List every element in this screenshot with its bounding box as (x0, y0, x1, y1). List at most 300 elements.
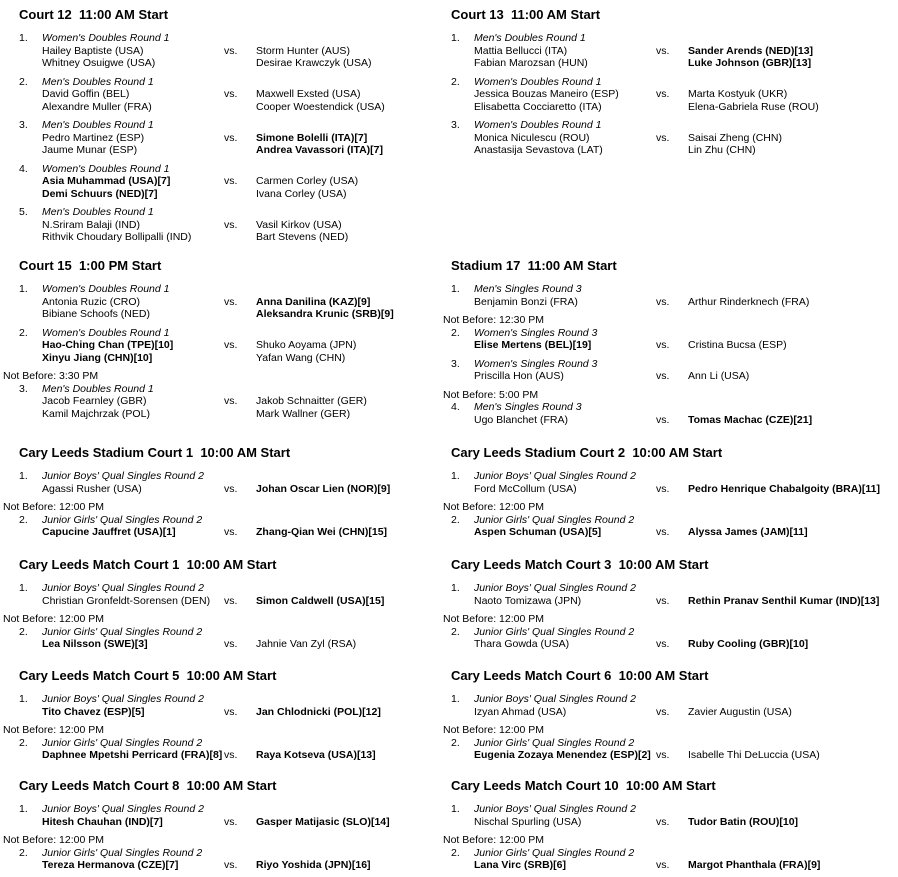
player-name: Zhang-Qian Wei (CHN)[15] (256, 526, 388, 538)
player-name: Andrea Vavassori (ITA)[7] (256, 144, 384, 156)
match-grid (19, 514, 466, 539)
vs-label: vs. (224, 815, 238, 828)
side1-players (474, 483, 656, 496)
court-title: Court 15 1:00 PM Start (19, 258, 162, 273)
round-name: Junior Girls' Qual Singles Round 2 (42, 846, 203, 859)
match-grid (451, 327, 898, 352)
vs-label: vs. (224, 295, 238, 308)
round-name: Men's Doubles Round 1 (474, 32, 586, 44)
court-section (443, 668, 898, 762)
match-entry (3, 834, 466, 872)
not-before-note: Not Before: 12:00 PM (443, 501, 544, 513)
vs-label: vs. (224, 482, 238, 495)
side1-players (42, 638, 224, 651)
vs-label: vs. (224, 526, 238, 538)
match-entry (451, 803, 898, 828)
round-name: Women's Doubles Round 1 (42, 283, 170, 295)
round-name: Junior Boys' Qual Singles Round 2 (42, 470, 204, 482)
player-name: Alyssa James (JAM)[11] (688, 526, 808, 538)
side2-players (688, 859, 898, 872)
vs-label: vs. (656, 370, 670, 382)
vs-label: vs. (656, 339, 670, 351)
match-entry (19, 327, 466, 365)
round-name: Men's Doubles Round 1 (42, 382, 154, 395)
player-name: Mark Wallner (GER) (256, 407, 351, 420)
player-name: Daphnee Mpetshi Perricard (FRA)[8] (42, 749, 223, 761)
player-name: Shuko Aoyama (JPN) (256, 339, 357, 351)
side2-players (256, 638, 466, 651)
round-name: Junior Boys' Qual Singles Round 2 (474, 582, 636, 594)
vs-label: vs. (656, 413, 670, 426)
match-list (443, 582, 898, 651)
player-name: Saisai Zheng (CHN) (688, 131, 782, 144)
player-name: Jacob Fearnley (GBR) (42, 395, 147, 407)
match-number: 2. (19, 736, 28, 749)
round-name: Junior Girls' Qual Singles Round 2 (474, 513, 635, 526)
court-title: Cary Leeds Match Court 8 10:00 AM Start (19, 778, 277, 793)
vs-label: vs. (656, 88, 670, 100)
side1-players (42, 45, 224, 70)
match-grid (19, 76, 466, 114)
player-name: Aleksandra Krunic (SRB)[9] (256, 308, 394, 320)
player-name: Thara Gowda (USA) (474, 638, 570, 650)
match-entry (443, 314, 898, 352)
player-name: Kamil Majchrzak (POL) (42, 407, 150, 420)
side2-players (688, 132, 898, 157)
player-name: N.Sriram Balaji (IND) (42, 218, 141, 231)
side1-players (42, 395, 224, 420)
round-name: Women's Doubles Round 1 (42, 162, 170, 175)
player-name: Xinyu Jiang (CHN)[10] (42, 351, 153, 364)
match-number: 1. (451, 693, 460, 705)
not-before-note: Not Before: 3:30 PM (3, 370, 99, 382)
side1-players (474, 859, 656, 872)
player-name: Maxwell Exsted (USA) (256, 88, 361, 100)
not-before-note: Not Before: 12:00 PM (443, 834, 544, 846)
player-name: Lea Nilsson (SWE)[3] (42, 638, 148, 650)
court-title: Stadium 17 11:00 AM Start (451, 258, 617, 273)
round-name: Women's Doubles Round 1 (42, 326, 170, 339)
player-name: Jessica Bouzas Maneiro (ESP) (474, 88, 619, 100)
round-name: Junior Girls' Qual Singles Round 2 (474, 846, 635, 859)
match-list (3, 803, 466, 872)
player-name: Storm Hunter (AUS) (256, 44, 350, 57)
side2-players (256, 706, 466, 719)
match-entry (19, 206, 466, 244)
round-name: Junior Girls' Qual Singles Round 2 (42, 736, 203, 749)
vs-label: vs. (656, 594, 670, 607)
player-name: Rethin Pranav Senthil Kumar (IND)[13] (688, 594, 880, 607)
player-name: Marta Kostyuk (UKR) (688, 88, 788, 100)
not-before-note: Not Before: 5:00 PM (443, 388, 539, 401)
player-name: Ugo Blanchet (FRA) (474, 413, 568, 426)
match-grid (451, 470, 898, 495)
court-section (3, 778, 466, 872)
side1-players (42, 749, 224, 762)
player-name: Yafan Wang (CHN) (256, 351, 346, 364)
match-entry (19, 119, 466, 157)
player-name: Benjamin Bonzi (FRA) (474, 295, 578, 308)
court-section (443, 258, 898, 426)
player-name: Carmen Corley (USA) (256, 175, 359, 187)
side1-players (474, 595, 656, 608)
player-name: Demi Schuurs (NED)[7] (42, 187, 158, 200)
round-name: Junior Boys' Qual Singles Round 2 (474, 470, 636, 482)
player-name: Elise Mertens (BEL)[19] (474, 339, 592, 351)
side1-players (42, 132, 224, 157)
court-title: Cary Leeds Stadium Court 2 10:00 AM Start (451, 445, 723, 460)
player-name: Tudor Batin (ROU)[10] (688, 815, 799, 828)
round-name: Junior Girls' Qual Singles Round 2 (474, 625, 635, 638)
match-entry (451, 76, 898, 114)
side1-players (474, 296, 656, 309)
vs-label: vs. (224, 175, 238, 187)
player-name: Tito Chavez (ESP)[5] (42, 705, 145, 718)
vs-label: vs. (656, 295, 670, 308)
player-name: Jakob Schnaitter (GER) (256, 395, 367, 407)
player-name: Tomas Machac (CZE)[21] (688, 413, 813, 426)
side1-players (42, 88, 224, 113)
side2-players (688, 816, 898, 829)
match-entry (19, 283, 466, 321)
round-name: Men's Doubles Round 1 (42, 119, 154, 131)
player-name: Margot Phanthala (FRA)[9] (688, 859, 821, 871)
player-name: Ivana Corley (USA) (256, 187, 347, 200)
match-grid (451, 693, 898, 718)
vs-label: vs. (224, 859, 238, 871)
vs-label: vs. (656, 705, 670, 718)
player-name: Zavier Augustin (USA) (688, 705, 792, 718)
side2-players (688, 483, 898, 496)
not-before-note: Not Before: 12:00 PM (443, 613, 544, 625)
not-before-note: Not Before: 12:00 PM (3, 613, 104, 625)
player-name: Hitesh Chauhan (IND)[7] (42, 815, 163, 828)
match-number: 2. (451, 326, 460, 339)
side1-players (474, 132, 656, 157)
vs-label: vs. (656, 44, 670, 57)
player-name: Naoto Tomizawa (JPN) (474, 594, 582, 607)
side2-players (256, 816, 466, 829)
court-title: Cary Leeds Stadium Court 1 10:00 AM Start (19, 445, 291, 460)
match-grid (451, 803, 898, 828)
match-grid (19, 383, 466, 421)
player-name: Anna Danilina (KAZ)[9] (256, 295, 371, 308)
match-number: 3. (451, 357, 460, 370)
side1-players (474, 816, 656, 829)
side1-players (474, 414, 656, 427)
vs-label: vs. (656, 638, 670, 650)
player-name: Johan Oscar Lien (NOR)[9] (256, 482, 391, 495)
player-name: Raya Kotseva (USA)[13] (256, 749, 376, 761)
side1-players (474, 638, 656, 651)
round-name: Women's Singles Round 3 (474, 326, 598, 339)
side2-players (256, 339, 466, 364)
player-name: Luke Johnson (GBR)[13] (688, 57, 812, 69)
side1-players (474, 706, 656, 719)
match-grid (451, 582, 898, 607)
side2-players (688, 45, 898, 70)
round-name: Junior Boys' Qual Singles Round 2 (42, 582, 204, 594)
round-name: Men's Singles Round 3 (474, 283, 582, 295)
match-entry (451, 693, 898, 718)
round-name: Women's Singles Round 3 (474, 357, 598, 370)
match-grid (451, 32, 898, 70)
match-number: 3. (19, 119, 28, 131)
side1-players (474, 339, 656, 352)
player-name: David Goffin (BEL) (42, 88, 130, 100)
match-entry (3, 501, 466, 539)
player-name: Simone Bolelli (ITA)[7] (256, 131, 368, 144)
match-list (3, 283, 466, 420)
match-list (451, 32, 898, 157)
match-entry (443, 834, 898, 872)
round-name: Women's Doubles Round 1 (474, 75, 602, 88)
player-name: Mattia Bellucci (ITA) (474, 44, 568, 57)
match-number: 1. (451, 283, 460, 295)
court-section (451, 8, 898, 157)
match-entry (19, 32, 466, 70)
vs-label: vs. (224, 339, 238, 351)
player-name: Elena-Gabriela Ruse (ROU) (688, 100, 819, 113)
side2-players (256, 219, 466, 244)
match-grid (19, 737, 466, 762)
side2-players (256, 132, 466, 157)
court-section (3, 557, 466, 651)
vs-label: vs. (224, 88, 238, 100)
match-number: 1. (19, 803, 28, 815)
round-name: Junior Boys' Qual Singles Round 2 (474, 803, 636, 815)
match-grid (19, 803, 466, 828)
match-entry (443, 388, 898, 427)
player-name: Lin Zhu (CHN) (688, 144, 756, 156)
match-grid (451, 847, 898, 872)
match-entry (451, 470, 898, 495)
side2-players (688, 595, 898, 608)
side1-players (42, 595, 224, 608)
player-name: Bibiane Schoofs (NED) (42, 308, 150, 320)
player-name: Capucine Jauffret (USA)[1] (42, 526, 176, 538)
match-list (443, 283, 898, 426)
match-grid (19, 470, 466, 495)
vs-label: vs. (656, 815, 670, 828)
match-number: 1. (19, 693, 28, 705)
vs-label: vs. (224, 218, 238, 231)
player-name: Isabelle Thi DeLuccia (USA) (688, 749, 820, 761)
round-name: Junior Boys' Qual Singles Round 2 (42, 693, 204, 705)
side2-players (688, 749, 898, 762)
match-number: 2. (19, 75, 28, 88)
match-entry (443, 613, 898, 651)
match-number: 3. (19, 382, 28, 395)
vs-label: vs. (656, 859, 670, 871)
player-name: Asia Muhammad (USA)[7] (42, 175, 171, 187)
match-entry (19, 163, 466, 201)
match-grid (451, 626, 898, 651)
match-grid (19, 626, 466, 651)
court-title: Cary Leeds Match Court 1 10:00 AM Start (19, 557, 277, 572)
vs-label: vs. (656, 526, 670, 538)
player-name: Jahnie Van Zyl (RSA) (256, 638, 357, 650)
match-list (443, 693, 898, 762)
vs-label: vs. (224, 395, 238, 407)
vs-label: vs. (224, 594, 238, 607)
player-name: Hailey Baptiste (USA) (42, 44, 144, 57)
match-number: 4. (19, 162, 28, 175)
round-name: Junior Boys' Qual Singles Round 2 (474, 693, 636, 705)
player-name: Elisabetta Cocciaretto (ITA) (474, 100, 602, 113)
match-entry (19, 470, 466, 495)
match-entry (3, 613, 466, 651)
match-number: 2. (19, 513, 28, 526)
side2-players (688, 706, 898, 719)
side2-players (688, 88, 898, 113)
match-grid (19, 163, 466, 201)
match-number: 2. (19, 625, 28, 638)
player-name: Lana Virc (SRB)[6] (474, 859, 566, 871)
vs-label: vs. (224, 44, 238, 57)
side1-players (42, 526, 224, 539)
match-number: 1. (451, 582, 460, 594)
match-grid (451, 737, 898, 762)
side1-players (474, 370, 656, 383)
round-name: Women's Doubles Round 1 (474, 119, 602, 131)
court-section (19, 8, 466, 244)
round-name: Junior Girls' Qual Singles Round 2 (42, 625, 203, 638)
match-entry (451, 119, 898, 157)
side2-players (256, 526, 466, 539)
match-number: 2. (19, 326, 28, 339)
not-before-note: Not Before: 12:00 PM (3, 834, 104, 846)
match-entry (3, 724, 466, 762)
side2-players (688, 370, 898, 383)
not-before-note: Not Before: 12:00 PM (443, 724, 544, 736)
side2-players (256, 395, 466, 420)
match-entry (19, 582, 466, 607)
player-name: Izyan Ahmad (USA) (474, 705, 567, 718)
side1-players (474, 88, 656, 113)
player-name: Cristina Bucsa (ESP) (688, 339, 787, 351)
match-number: 1. (19, 32, 28, 44)
player-name: Rithvik Choudary Bollipalli (IND) (42, 231, 192, 243)
match-grid (19, 119, 466, 157)
side2-players (688, 296, 898, 309)
vs-label: vs. (224, 638, 238, 650)
match-grid (19, 327, 466, 365)
player-name: Bart Stevens (NED) (256, 231, 349, 243)
player-name: Jan Chlodnicki (POL)[12] (256, 705, 381, 718)
vs-label: vs. (224, 749, 238, 761)
court-section (3, 668, 466, 762)
match-list (3, 582, 466, 651)
player-name: Tereza Hermanova (CZE)[7] (42, 859, 179, 871)
match-entry (443, 501, 898, 539)
match-number: 4. (451, 401, 460, 413)
player-name: Agassi Rusher (USA) (42, 482, 142, 495)
match-list (443, 470, 898, 539)
round-name: Junior Girls' Qual Singles Round 2 (42, 513, 203, 526)
match-number: 2. (451, 75, 460, 88)
match-grid (19, 847, 466, 872)
player-name: Antonia Ruzic (CRO) (42, 295, 141, 308)
match-list (3, 693, 466, 762)
match-entry (451, 283, 898, 308)
side1-players (42, 339, 224, 364)
side2-players (256, 296, 466, 321)
match-grid (19, 32, 466, 70)
not-before-note: Not Before: 12:00 PM (3, 724, 104, 736)
match-number: 2. (451, 846, 460, 859)
not-before-note: Not Before: 12:30 PM (443, 314, 544, 326)
player-name: Riyo Yoshida (JPN)[16] (256, 859, 371, 871)
match-number: 5. (19, 206, 28, 218)
match-entry (19, 76, 466, 114)
side2-players (256, 45, 466, 70)
match-grid (19, 206, 466, 244)
player-name: Hao-Ching Chan (TPE)[10] (42, 339, 174, 351)
match-grid (19, 283, 466, 321)
court-section (443, 557, 898, 651)
match-grid (451, 514, 898, 539)
side1-players (474, 526, 656, 539)
match-grid (19, 582, 466, 607)
match-grid (451, 401, 898, 426)
player-name: Eugenia Zozaya Menendez (ESP)[2] (474, 749, 651, 761)
round-name: Men's Singles Round 3 (474, 401, 582, 413)
player-name: Priscilla Hon (AUS) (474, 370, 564, 382)
player-name: Simon Caldwell (USA)[15] (256, 594, 385, 607)
match-grid (19, 693, 466, 718)
side1-players (42, 816, 224, 829)
side2-players (256, 483, 466, 496)
court-section (3, 445, 466, 539)
side1-players (42, 859, 224, 872)
player-name: Arthur Rinderknech (FRA) (688, 295, 810, 308)
match-entry (451, 358, 898, 383)
match-number: 2. (451, 625, 460, 638)
court-title: Court 12 11:00 AM Start (19, 7, 169, 22)
round-name: Men's Doubles Round 1 (42, 206, 154, 218)
side1-players (42, 296, 224, 321)
not-before-note: Not Before: 12:00 PM (3, 501, 104, 513)
court-title: Cary Leeds Match Court 10 10:00 AM Start (451, 778, 716, 793)
court-section (443, 445, 898, 539)
round-name: Junior Boys' Qual Singles Round 2 (42, 803, 204, 815)
player-name: Fabian Marozsan (HUN) (474, 57, 588, 69)
side2-players (256, 595, 466, 608)
vs-label: vs. (224, 131, 238, 144)
round-name: Women's Doubles Round 1 (42, 32, 170, 44)
round-name: Men's Doubles Round 1 (42, 75, 154, 88)
side1-players (42, 706, 224, 719)
side2-players (256, 175, 466, 200)
player-name: Christian Gronfeldt-Sorensen (DEN) (42, 594, 211, 607)
side2-players (256, 749, 466, 762)
side2-players (688, 526, 898, 539)
match-grid (451, 283, 898, 308)
match-number: 2. (451, 736, 460, 749)
match-list (443, 803, 898, 872)
match-number: 1. (19, 283, 28, 295)
vs-label: vs. (656, 131, 670, 144)
player-name: Pedro Martinez (ESP) (42, 131, 145, 144)
side2-players (688, 638, 898, 651)
player-name: Gasper Matijasic (SLO)[14] (256, 815, 390, 828)
match-entry (451, 32, 898, 70)
side2-players (256, 859, 466, 872)
match-number: 1. (19, 470, 28, 482)
side1-players (42, 483, 224, 496)
player-name: Cooper Woestendick (USA) (256, 100, 385, 113)
